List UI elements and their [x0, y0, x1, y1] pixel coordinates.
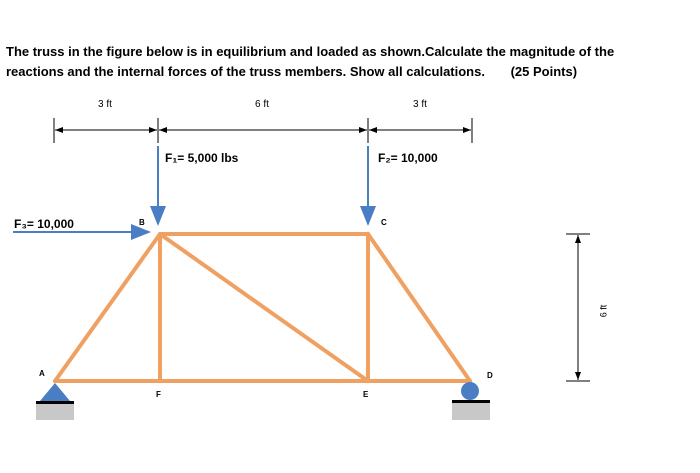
node-d-label: D — [487, 371, 493, 380]
truss-members — [55, 234, 470, 381]
roller-circle — [461, 382, 479, 400]
node-b-label: B — [139, 218, 145, 227]
vertical-dimension — [566, 234, 590, 381]
node-e-label: E — [363, 390, 369, 399]
ground-a — [36, 404, 74, 420]
dim-label-right: 3 ft — [413, 99, 427, 110]
dim-label-middle: 6 ft — [255, 99, 269, 110]
node-f-label: F — [156, 390, 161, 399]
force-f1-label: F₁= 5,000 lbs — [165, 151, 239, 165]
problem-line-2-text: reactions and the internal forces of the truss members. Show all calculations. — [6, 64, 485, 79]
dim-label-height: 6 ft — [598, 304, 609, 318]
points-label: (25 Points) — [510, 64, 578, 79]
horizontal-dimension — [54, 118, 472, 143]
member-ab — [55, 234, 160, 381]
problem-line-1: The truss in the figure below is in equilibrium and loaded as shown.Calculate the magnitude of the — [6, 44, 615, 59]
force-f3-label: F₃= 10,000 — [14, 217, 74, 231]
pin-triangle — [40, 383, 70, 401]
pin-support-a — [36, 383, 74, 420]
pin-base — [36, 401, 74, 404]
ground-d — [452, 403, 490, 420]
roller-base — [452, 400, 490, 403]
dim-label-left: 3 ft — [98, 99, 112, 110]
node-a-label: A — [39, 369, 45, 378]
member-cd — [368, 234, 470, 381]
roller-support-d — [452, 382, 490, 420]
member-be — [160, 234, 368, 381]
force-f2-label: F₂= 10,000 — [378, 151, 438, 165]
node-c-label: C — [381, 218, 387, 227]
